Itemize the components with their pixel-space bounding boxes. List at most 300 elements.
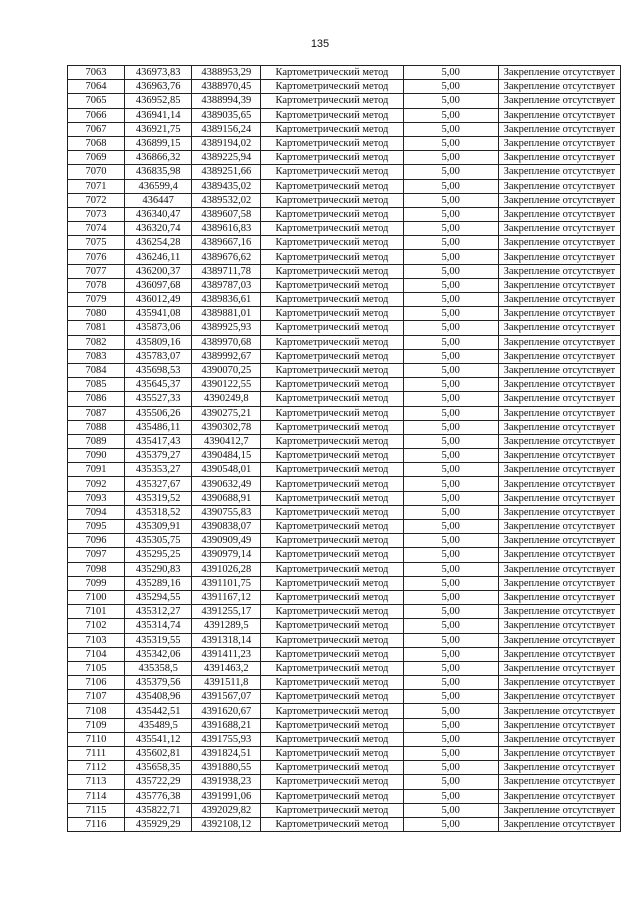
y-coordinate-cell: 4389676,62	[192, 250, 261, 264]
method-cell: Картометрический метод	[261, 520, 403, 534]
y-coordinate-cell: 4391938,23	[192, 775, 261, 789]
table-row	[68, 505, 621, 519]
point-number-cell: 7079	[68, 293, 125, 307]
method-cell: Картометрический метод	[261, 108, 403, 122]
accuracy-cell: 5,00	[403, 534, 498, 548]
x-coordinate-cell: 435527,33	[125, 392, 192, 406]
accuracy-cell: 5,00	[403, 690, 498, 704]
point-number-cell: 7106	[68, 676, 125, 690]
accuracy-cell: 5,00	[403, 207, 498, 221]
fixing-description-cell: Закрепление отсутствует	[498, 151, 620, 165]
table-row	[68, 434, 621, 448]
y-coordinate-cell: 4390979,14	[192, 548, 261, 562]
point-number-cell: 7064	[68, 80, 125, 94]
fixing-description-cell: Закрепление отсутствует	[498, 434, 620, 448]
method-cell: Картометрический метод	[261, 207, 403, 221]
method-cell: Картометрический метод	[261, 222, 403, 236]
accuracy-cell: 5,00	[403, 307, 498, 321]
point-number-cell: 7083	[68, 349, 125, 363]
table-row	[68, 477, 621, 491]
table-row	[68, 690, 621, 704]
point-number-cell: 7107	[68, 690, 125, 704]
x-coordinate-cell: 436246,11	[125, 250, 192, 264]
fixing-description-cell: Закрепление отсутствует	[498, 477, 620, 491]
table-row	[68, 193, 621, 207]
accuracy-cell: 5,00	[403, 477, 498, 491]
table-row	[68, 151, 621, 165]
table-row	[68, 520, 621, 534]
table-row	[68, 534, 621, 548]
method-cell: Картометрический метод	[261, 434, 403, 448]
fixing-description-cell: Закрепление отсутствует	[498, 335, 620, 349]
accuracy-cell: 5,00	[403, 590, 498, 604]
x-coordinate-cell: 435809,16	[125, 335, 192, 349]
x-coordinate-cell: 435294,55	[125, 590, 192, 604]
y-coordinate-cell: 4391318,14	[192, 633, 261, 647]
accuracy-cell: 5,00	[403, 704, 498, 718]
method-cell: Картометрический метод	[261, 80, 403, 94]
method-cell: Картометрический метод	[261, 122, 403, 136]
fixing-description-cell: Закрепление отсутствует	[498, 321, 620, 335]
point-number-cell: 7082	[68, 335, 125, 349]
table-row	[68, 179, 621, 193]
x-coordinate-cell: 436097,68	[125, 278, 192, 292]
method-cell: Картометрический метод	[261, 633, 403, 647]
point-number-cell: 7067	[68, 122, 125, 136]
accuracy-cell: 5,00	[403, 349, 498, 363]
point-number-cell: 7108	[68, 704, 125, 718]
method-cell: Картометрический метод	[261, 236, 403, 250]
y-coordinate-cell: 4390412,7	[192, 434, 261, 448]
accuracy-cell: 5,00	[403, 136, 498, 150]
accuracy-cell: 5,00	[403, 718, 498, 732]
fixing-description-cell: Закрепление отсутствует	[498, 449, 620, 463]
fixing-description-cell: Закрепление отсутствует	[498, 420, 620, 434]
fixing-description-cell: Закрепление отсутствует	[498, 817, 620, 831]
table-row	[68, 392, 621, 406]
y-coordinate-cell: 4390632,49	[192, 477, 261, 491]
fixing-description-cell: Закрепление отсутствует	[498, 520, 620, 534]
fixing-description-cell: Закрепление отсутствует	[498, 576, 620, 590]
point-number-cell: 7063	[68, 66, 125, 80]
point-number-cell: 7112	[68, 761, 125, 775]
table-row	[68, 378, 621, 392]
accuracy-cell: 5,00	[403, 378, 498, 392]
point-number-cell: 7085	[68, 378, 125, 392]
table-row	[68, 619, 621, 633]
fixing-description-cell: Закрепление отсутствует	[498, 349, 620, 363]
accuracy-cell: 5,00	[403, 605, 498, 619]
fixing-description-cell: Закрепление отсутствует	[498, 548, 620, 562]
method-cell: Картометрический метод	[261, 761, 403, 775]
table-row	[68, 548, 621, 562]
y-coordinate-cell: 4389225,94	[192, 151, 261, 165]
accuracy-cell: 5,00	[403, 434, 498, 448]
fixing-description-cell: Закрепление отсутствует	[498, 463, 620, 477]
method-cell: Картометрический метод	[261, 590, 403, 604]
point-number-cell: 7097	[68, 548, 125, 562]
method-cell: Картометрический метод	[261, 66, 403, 80]
y-coordinate-cell: 4390688,91	[192, 491, 261, 505]
x-coordinate-cell: 435698,53	[125, 363, 192, 377]
accuracy-cell: 5,00	[403, 463, 498, 477]
accuracy-cell: 5,00	[403, 278, 498, 292]
point-number-cell: 7086	[68, 392, 125, 406]
point-number-cell: 7065	[68, 94, 125, 108]
table-row	[68, 449, 621, 463]
accuracy-cell: 5,00	[403, 293, 498, 307]
accuracy-cell: 5,00	[403, 505, 498, 519]
point-number-cell: 7104	[68, 647, 125, 661]
point-number-cell: 7110	[68, 732, 125, 746]
x-coordinate-cell: 436835,98	[125, 165, 192, 179]
method-cell: Картометрический метод	[261, 335, 403, 349]
table-row	[68, 817, 621, 831]
accuracy-cell: 5,00	[403, 562, 498, 576]
table-row	[68, 165, 621, 179]
accuracy-cell: 5,00	[403, 576, 498, 590]
method-cell: Картометрический метод	[261, 491, 403, 505]
y-coordinate-cell: 4390070,25	[192, 363, 261, 377]
fixing-description-cell: Закрепление отсутствует	[498, 378, 620, 392]
fixing-description-cell: Закрепление отсутствует	[498, 505, 620, 519]
page-number: 135	[310, 38, 330, 50]
fixing-description-cell: Закрепление отсутствует	[498, 250, 620, 264]
y-coordinate-cell: 4391991,06	[192, 789, 261, 803]
accuracy-cell: 5,00	[403, 321, 498, 335]
point-number-cell: 7096	[68, 534, 125, 548]
point-number-cell: 7066	[68, 108, 125, 122]
method-cell: Картометрический метод	[261, 165, 403, 179]
fixing-description-cell: Закрепление отсутствует	[498, 704, 620, 718]
table-row	[68, 633, 621, 647]
point-number-cell: 7099	[68, 576, 125, 590]
accuracy-cell: 5,00	[403, 548, 498, 562]
table-row	[68, 732, 621, 746]
y-coordinate-cell: 4392029,82	[192, 803, 261, 817]
table-row	[68, 562, 621, 576]
y-coordinate-cell: 4389156,24	[192, 122, 261, 136]
x-coordinate-cell: 436200,37	[125, 264, 192, 278]
y-coordinate-cell: 4390249,8	[192, 392, 261, 406]
accuracy-cell: 5,00	[403, 676, 498, 690]
y-coordinate-cell: 4389532,02	[192, 193, 261, 207]
fixing-description-cell: Закрепление отсутствует	[498, 605, 620, 619]
point-number-cell: 7095	[68, 520, 125, 534]
y-coordinate-cell: 4390548,01	[192, 463, 261, 477]
accuracy-cell: 5,00	[403, 647, 498, 661]
accuracy-cell: 5,00	[403, 392, 498, 406]
fixing-description-cell: Закрепление отсутствует	[498, 562, 620, 576]
table-row	[68, 661, 621, 675]
accuracy-cell: 5,00	[403, 151, 498, 165]
accuracy-cell: 5,00	[403, 803, 498, 817]
method-cell: Картометрический метод	[261, 534, 403, 548]
x-coordinate-cell: 435873,06	[125, 321, 192, 335]
table-row	[68, 307, 621, 321]
y-coordinate-cell: 4392108,12	[192, 817, 261, 831]
method-cell: Картометрический метод	[261, 179, 403, 193]
table-row	[68, 122, 621, 136]
method-cell: Картометрический метод	[261, 363, 403, 377]
accuracy-cell: 5,00	[403, 775, 498, 789]
fixing-description-cell: Закрепление отсутствует	[498, 775, 620, 789]
method-cell: Картометрический метод	[261, 803, 403, 817]
y-coordinate-cell: 4391289,5	[192, 619, 261, 633]
method-cell: Картометрический метод	[261, 392, 403, 406]
x-coordinate-cell: 435358,5	[125, 661, 192, 675]
method-cell: Картометрический метод	[261, 676, 403, 690]
table-row	[68, 491, 621, 505]
table-row	[68, 222, 621, 236]
x-coordinate-cell: 436254,28	[125, 236, 192, 250]
x-coordinate-cell: 435417,43	[125, 434, 192, 448]
x-coordinate-cell: 435783,07	[125, 349, 192, 363]
fixing-description-cell: Закрепление отсутствует	[498, 789, 620, 803]
method-cell: Картометрический метод	[261, 817, 403, 831]
accuracy-cell: 5,00	[403, 520, 498, 534]
x-coordinate-cell: 435289,16	[125, 576, 192, 590]
accuracy-cell: 5,00	[403, 66, 498, 80]
point-number-cell: 7114	[68, 789, 125, 803]
x-coordinate-cell: 435442,51	[125, 704, 192, 718]
y-coordinate-cell: 4391511,8	[192, 676, 261, 690]
fixing-description-cell: Закрепление отсутствует	[498, 122, 620, 136]
method-cell: Картометрический метод	[261, 349, 403, 363]
x-coordinate-cell: 436340,47	[125, 207, 192, 221]
fixing-description-cell: Закрепление отсутствует	[498, 619, 620, 633]
method-cell: Картометрический метод	[261, 406, 403, 420]
method-cell: Картометрический метод	[261, 690, 403, 704]
point-number-cell: 7072	[68, 193, 125, 207]
x-coordinate-cell: 436963,76	[125, 80, 192, 94]
method-cell: Картометрический метод	[261, 293, 403, 307]
table-row	[68, 207, 621, 221]
x-coordinate-cell: 436921,75	[125, 122, 192, 136]
x-coordinate-cell: 435489,5	[125, 718, 192, 732]
fixing-description-cell: Закрепление отсутствует	[498, 80, 620, 94]
x-coordinate-cell: 436973,83	[125, 66, 192, 80]
point-number-cell: 7115	[68, 803, 125, 817]
point-number-cell: 7109	[68, 718, 125, 732]
fixing-description-cell: Закрепление отсутствует	[498, 94, 620, 108]
fixing-description-cell: Закрепление отсутствует	[498, 633, 620, 647]
y-coordinate-cell: 4389881,01	[192, 307, 261, 321]
x-coordinate-cell: 436320,74	[125, 222, 192, 236]
y-coordinate-cell: 4389194,02	[192, 136, 261, 150]
point-number-cell: 7111	[68, 747, 125, 761]
point-number-cell: 7091	[68, 463, 125, 477]
accuracy-cell: 5,00	[403, 335, 498, 349]
point-number-cell: 7069	[68, 151, 125, 165]
method-cell: Картометрический метод	[261, 789, 403, 803]
method-cell: Картометрический метод	[261, 548, 403, 562]
point-number-cell: 7071	[68, 179, 125, 193]
method-cell: Картометрический метод	[261, 321, 403, 335]
fixing-description-cell: Закрепление отсутствует	[498, 747, 620, 761]
point-number-cell: 7105	[68, 661, 125, 675]
method-cell: Картометрический метод	[261, 505, 403, 519]
y-coordinate-cell: 4390838,07	[192, 520, 261, 534]
x-coordinate-cell: 435506,26	[125, 406, 192, 420]
fixing-description-cell: Закрепление отсутствует	[498, 207, 620, 221]
fixing-description-cell: Закрепление отсутствует	[498, 661, 620, 675]
accuracy-cell: 5,00	[403, 732, 498, 746]
x-coordinate-cell: 435327,67	[125, 477, 192, 491]
fixing-description-cell: Закрепление отсутствует	[498, 193, 620, 207]
y-coordinate-cell: 4390122,55	[192, 378, 261, 392]
table-row	[68, 803, 621, 817]
fixing-description-cell: Закрепление отсутствует	[498, 66, 620, 80]
y-coordinate-cell: 4391101,75	[192, 576, 261, 590]
point-number-cell: 7075	[68, 236, 125, 250]
accuracy-cell: 5,00	[403, 222, 498, 236]
y-coordinate-cell: 4391880,55	[192, 761, 261, 775]
method-cell: Картометрический метод	[261, 562, 403, 576]
point-number-cell: 7089	[68, 434, 125, 448]
y-coordinate-cell: 4389836,61	[192, 293, 261, 307]
y-coordinate-cell: 4390755,83	[192, 505, 261, 519]
table-row	[68, 775, 621, 789]
accuracy-cell: 5,00	[403, 108, 498, 122]
table-row	[68, 676, 621, 690]
table-row	[68, 761, 621, 775]
fixing-description-cell: Закрепление отсутствует	[498, 732, 620, 746]
table-row	[68, 605, 621, 619]
table-row	[68, 321, 621, 335]
point-number-cell: 7070	[68, 165, 125, 179]
table-row	[68, 264, 621, 278]
fixing-description-cell: Закрепление отсутствует	[498, 136, 620, 150]
x-coordinate-cell: 435776,38	[125, 789, 192, 803]
method-cell: Картометрический метод	[261, 449, 403, 463]
method-cell: Картометрический метод	[261, 463, 403, 477]
x-coordinate-cell: 435941,08	[125, 307, 192, 321]
y-coordinate-cell: 4391026,28	[192, 562, 261, 576]
y-coordinate-cell: 4388970,45	[192, 80, 261, 94]
y-coordinate-cell: 4389925,93	[192, 321, 261, 335]
x-coordinate-cell: 435645,37	[125, 378, 192, 392]
accuracy-cell: 5,00	[403, 817, 498, 831]
point-number-cell: 7100	[68, 590, 125, 604]
accuracy-cell: 5,00	[403, 165, 498, 179]
x-coordinate-cell: 435929,29	[125, 817, 192, 831]
coordinates-table-body	[68, 66, 621, 832]
x-coordinate-cell: 435319,52	[125, 491, 192, 505]
method-cell: Картометрический метод	[261, 647, 403, 661]
x-coordinate-cell: 436941,14	[125, 108, 192, 122]
fixing-description-cell: Закрепление отсутствует	[498, 803, 620, 817]
point-number-cell: 7080	[68, 307, 125, 321]
method-cell: Картометрический метод	[261, 193, 403, 207]
point-number-cell: 7073	[68, 207, 125, 221]
point-number-cell: 7093	[68, 491, 125, 505]
accuracy-cell: 5,00	[403, 761, 498, 775]
accuracy-cell: 5,00	[403, 449, 498, 463]
fixing-description-cell: Закрепление отсутствует	[498, 647, 620, 661]
method-cell: Картометрический метод	[261, 477, 403, 491]
x-coordinate-cell: 435290,83	[125, 562, 192, 576]
point-number-cell: 7087	[68, 406, 125, 420]
table-row	[68, 250, 621, 264]
point-number-cell: 7084	[68, 363, 125, 377]
accuracy-cell: 5,00	[403, 122, 498, 136]
method-cell: Картометрический метод	[261, 136, 403, 150]
x-coordinate-cell: 435379,27	[125, 449, 192, 463]
x-coordinate-cell: 435353,27	[125, 463, 192, 477]
x-coordinate-cell: 435379,56	[125, 676, 192, 690]
y-coordinate-cell: 4389667,16	[192, 236, 261, 250]
method-cell: Картометрический метод	[261, 307, 403, 321]
method-cell: Картометрический метод	[261, 619, 403, 633]
method-cell: Картометрический метод	[261, 378, 403, 392]
accuracy-cell: 5,00	[403, 420, 498, 434]
method-cell: Картометрический метод	[261, 94, 403, 108]
x-coordinate-cell: 435541,12	[125, 732, 192, 746]
x-coordinate-cell: 435822,71	[125, 803, 192, 817]
accuracy-cell: 5,00	[403, 179, 498, 193]
x-coordinate-cell: 435602,81	[125, 747, 192, 761]
method-cell: Картометрический метод	[261, 576, 403, 590]
point-number-cell: 7103	[68, 633, 125, 647]
y-coordinate-cell: 4391167,12	[192, 590, 261, 604]
x-coordinate-cell: 435312,27	[125, 605, 192, 619]
y-coordinate-cell: 4391824,51	[192, 747, 261, 761]
y-coordinate-cell: 4391567,07	[192, 690, 261, 704]
method-cell: Картометрический метод	[261, 278, 403, 292]
accuracy-cell: 5,00	[403, 406, 498, 420]
table-row	[68, 236, 621, 250]
method-cell: Картометрический метод	[261, 704, 403, 718]
x-coordinate-cell: 436012,49	[125, 293, 192, 307]
method-cell: Картометрический метод	[261, 775, 403, 789]
point-number-cell: 7078	[68, 278, 125, 292]
table-row	[68, 363, 621, 377]
table-row	[68, 66, 621, 80]
point-number-cell: 7101	[68, 605, 125, 619]
x-coordinate-cell: 435408,96	[125, 690, 192, 704]
x-coordinate-cell: 435342,06	[125, 647, 192, 661]
x-coordinate-cell: 436447	[125, 193, 192, 207]
point-number-cell: 7116	[68, 817, 125, 831]
method-cell: Картометрический метод	[261, 661, 403, 675]
table-row	[68, 278, 621, 292]
table-row	[68, 463, 621, 477]
x-coordinate-cell: 435319,55	[125, 633, 192, 647]
y-coordinate-cell: 4390909,49	[192, 534, 261, 548]
fixing-description-cell: Закрепление отсутствует	[498, 278, 620, 292]
accuracy-cell: 5,00	[403, 264, 498, 278]
table-row	[68, 349, 621, 363]
table-row	[68, 108, 621, 122]
point-number-cell: 7098	[68, 562, 125, 576]
point-number-cell: 7074	[68, 222, 125, 236]
fixing-description-cell: Закрепление отсутствует	[498, 590, 620, 604]
y-coordinate-cell: 4390275,21	[192, 406, 261, 420]
point-number-cell: 7113	[68, 775, 125, 789]
fixing-description-cell: Закрепление отсутствует	[498, 406, 620, 420]
point-number-cell: 7090	[68, 449, 125, 463]
accuracy-cell: 5,00	[403, 363, 498, 377]
y-coordinate-cell: 4389607,58	[192, 207, 261, 221]
fixing-description-cell: Закрепление отсутствует	[498, 222, 620, 236]
accuracy-cell: 5,00	[403, 491, 498, 505]
point-number-cell: 7076	[68, 250, 125, 264]
point-number-cell: 7102	[68, 619, 125, 633]
y-coordinate-cell: 4389251,66	[192, 165, 261, 179]
x-coordinate-cell: 436899,15	[125, 136, 192, 150]
fixing-description-cell: Закрепление отсутствует	[498, 690, 620, 704]
